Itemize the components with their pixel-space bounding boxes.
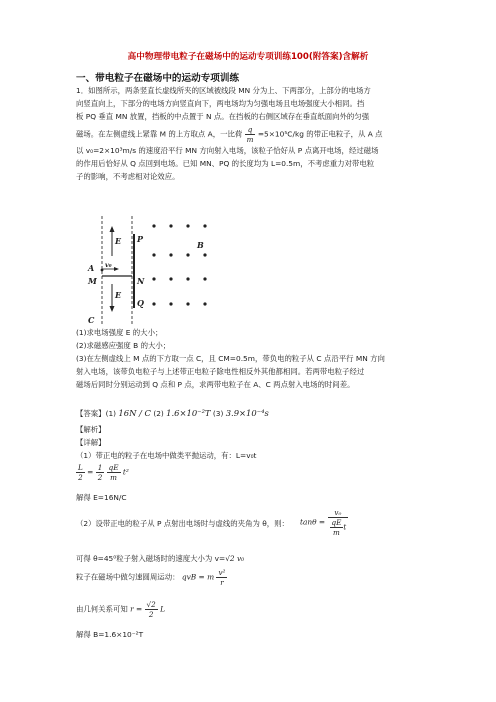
solution-1-text: （1）带正电的粒子在电场中做类平抛运动，有：L=v₀t xyxy=(76,451,257,460)
problem-line: 1．如图所示，两条竖直长虚线所夹的区域被线段 MN 分为上、下两部分，上部分的电场方 xyxy=(76,86,371,95)
questions xyxy=(76,326,426,391)
question-3: (3)在左侧虚线上 M 点的下方取一点 C，且 CM=0.5m，带负电的粒子从 C 点沿平行 MN 方向 xyxy=(76,354,385,363)
label-v0: v₀ xyxy=(105,261,112,269)
label-p: P xyxy=(137,234,144,244)
problem-line: 子的影响，不考虑相对论效应。 xyxy=(76,172,180,181)
solution-2-text: （2）设带正电的粒子从 P 点射出电场时与虚线的夹角为 θ，则： xyxy=(76,519,289,528)
physics-figure xyxy=(84,212,224,327)
document-title: 高中物理带电粒子在磁场中的运动专项训练100(附答案)含解析 xyxy=(127,52,369,62)
label-a: A xyxy=(88,263,95,273)
circle-motion-line: 粒子在磁场中做匀速圆周运动： qvB = m $\frac{\text{v²}}{r}$ xyxy=(76,568,226,587)
label-q: Q xyxy=(137,298,144,308)
solution-1-equation: $\frac{L}{2}$ = $\frac{1}{2}$ $\frac{qE}{m}$ t² xyxy=(78,463,129,482)
charge-mass-fraction: $\frac{q}{m}$ xyxy=(246,125,254,144)
question-3-cont: 磁场后同时分别运动到 Q 点和 P 点，求两带电粒子在 A、C 两点射入电场的时间差。 xyxy=(76,380,355,389)
label-c: C xyxy=(88,315,95,325)
label-m: M xyxy=(88,276,97,286)
question-2: (2)求磁感应强度 B 的大小； xyxy=(76,341,171,350)
magnetic-field-dots xyxy=(152,224,206,305)
label-n: N xyxy=(137,276,145,286)
problem-text xyxy=(76,84,426,183)
solution-2-result: 解得 B=1.6×10⁻²T xyxy=(76,630,144,639)
detail-tag: 【详解】 xyxy=(76,438,106,447)
problem-line: 的作用后恰好从 Q 点回到电场。已知 MN、PQ 的长度均为 L=0.5m，不考虑重力对带电粒 xyxy=(76,159,375,168)
problem-line: 向竖直向上，下部分的电场方向竖直向下，两电场均为匀强电场且电场强度大小相同。挡 xyxy=(76,99,365,108)
speed-line: 可得 θ=45⁰粒子射入磁场时的速度大小为 v=√2 v₀ xyxy=(76,554,245,563)
answer-3: 3.9×10⁻⁴s xyxy=(225,408,269,418)
answer-line: 【答案】(1) 16N / C (2) 1.6×10⁻²T (3) 3.9×10⁻⁴s xyxy=(76,408,269,418)
label-e-bottom: E xyxy=(115,290,122,300)
answer-1: 16N / C xyxy=(118,408,151,418)
answer-2: 1.6×10⁻²T xyxy=(166,408,211,418)
question-3-cont: 射入电场，该带负电粒子与上述带正电粒子除电性相反外其他都相同。若两带电粒子经过 xyxy=(76,367,365,376)
section-heading: 一、带电粒子在磁场中的运动专项训练 xyxy=(76,73,240,84)
problem-line: 磁场。在左侧虚线上紧靠 M 的上方取点 A，一比荷 $\frac{q}{m}$ =5×10⁵C/kg 的带正电粒子，从 A 点 xyxy=(76,125,383,144)
analysis-tag: 【解析】 xyxy=(76,425,106,434)
label-e-top: E xyxy=(115,236,122,246)
tan-equation: tanθ = v₀ $\frac{qE}{m}$ t xyxy=(300,508,347,537)
problem-line: 以 v₀=2×10³m/s 的速度沿平行 MN 方向射入电场，该粒子恰好从 P 点离开电场，经过磁场 xyxy=(76,146,379,155)
solution-1-result: 解得 E=16N/C xyxy=(76,493,127,502)
label-b: B xyxy=(197,240,204,250)
question-1: (1)求电场强度 E 的大小； xyxy=(76,328,163,337)
problem-line: 板 PQ 垂直 MN 放置，挡板的中点置于 N 点。在挡板的右侧区域存在垂直纸面向外的匀强 xyxy=(76,112,370,121)
geometry-line: 由几何关系可知 r = $\frac{√2}{2}$ L xyxy=(76,600,165,619)
